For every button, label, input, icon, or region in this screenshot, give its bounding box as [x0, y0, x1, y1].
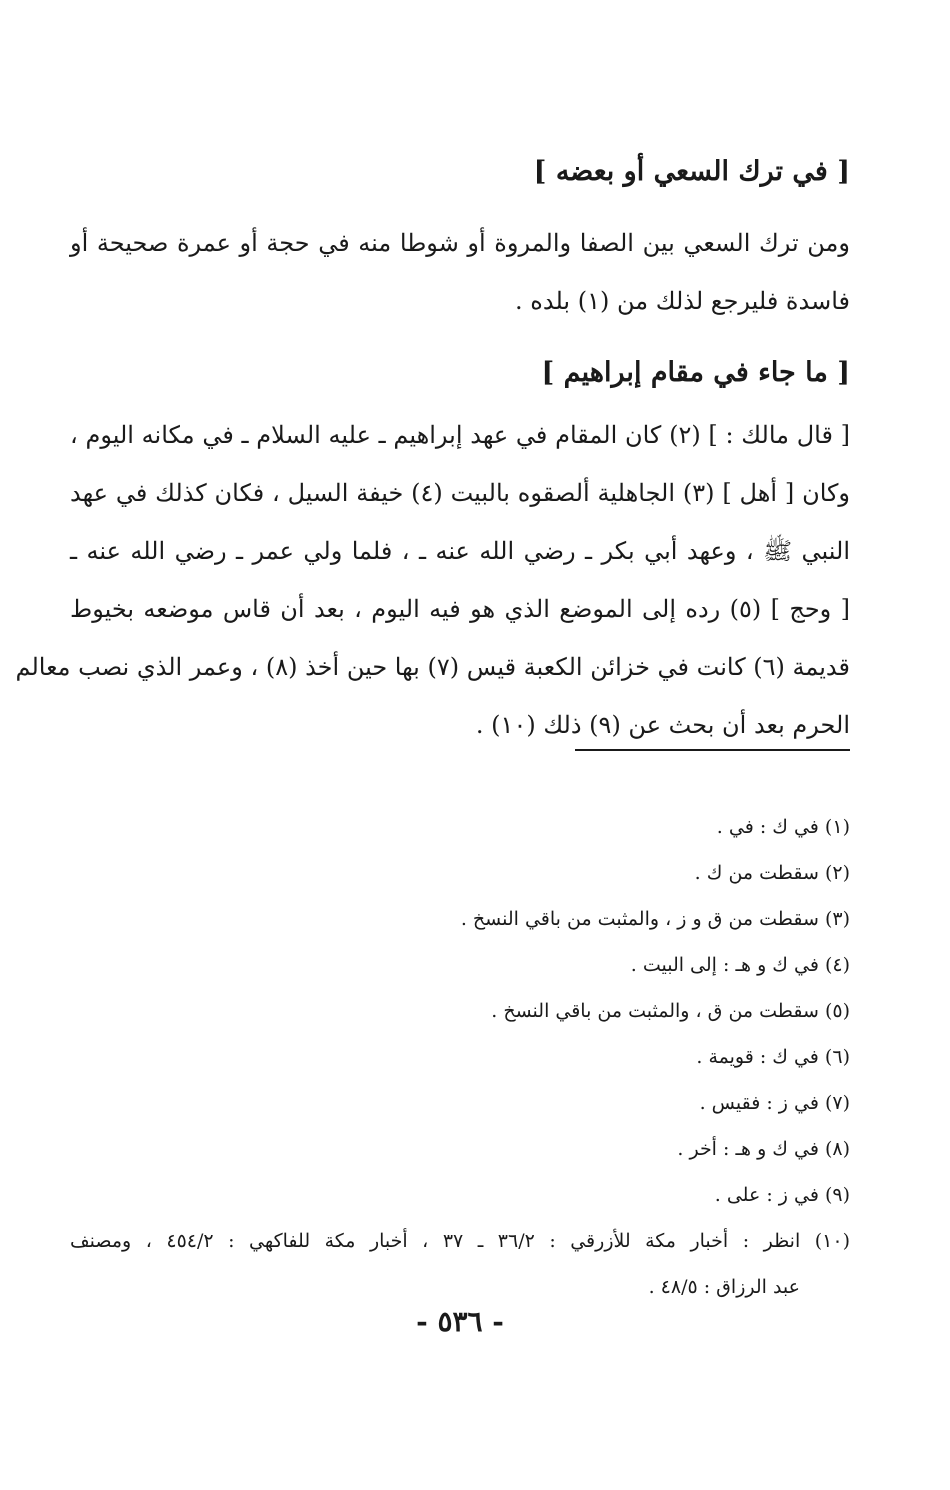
footnote-item: (٦) في ك : قويمة .: [696, 1046, 850, 1068]
footnotes: [70, 804, 850, 1310]
footnote-separator: [575, 749, 850, 751]
paragraph-line: وكان [ أهل ] (٣) الجاهلية ألصقوه بالبيت (٤) خيفة السيل ، فكان كذلك في عهد: [70, 479, 851, 507]
paragraph-line: [ قال مالك : ] (٢) كان المقام في عهد إبراهيم ـ عليه السلام ـ في مكانه اليوم ،: [70, 421, 850, 449]
paragraph-line: الحرم بعد أن بحث عن (٩) ذلك (١٠) .: [475, 711, 850, 739]
footnote-continuation: عبد الرزاق : ٤٨/٥ .: [648, 1276, 800, 1298]
footnote-item: (٢) سقطت من ك .: [694, 862, 850, 884]
paragraph-line: ومن ترك السعي بين الصفا والمروة أو شوطا منه في حجة أو عمرة صحيحة أو: [70, 229, 850, 257]
section-heading-maqam: [ ما جاء في مقام إبراهيم ]: [541, 357, 850, 388]
footnote-item: (١) في ك : في .: [716, 816, 850, 838]
paragraph-line: قديمة (٦) كانت في خزائن الكعبة قيس (٧) بها حين أخذ (٨) ، وعمر الذي نصب معالم: [15, 653, 850, 681]
footnote-item: (٩) في ز : على .: [714, 1184, 850, 1206]
footnote-item: (٥) سقطت من ق ، والمثبت من باقي النسخ .: [491, 1000, 850, 1022]
paragraph-maqam: [15, 406, 851, 754]
paragraph-line: النبي ﷺ ، وعهد أبي بكر ـ رضي الله عنه ـ ، فلما ولي عمر ـ رضي الله عنه ـ: [70, 537, 850, 565]
paragraph-line: فاسدة فليرجع لذلك من (١) بلده .: [515, 287, 850, 315]
footnote-item: (٧) في ز : فقيس .: [699, 1092, 850, 1114]
footnote-item: (٤) في ك و هـ : إلى البيت .: [630, 954, 850, 976]
book-page: [15, 0, 851, 1490]
footnote-item: (٨) في ك و هـ : أخر .: [677, 1138, 850, 1160]
footnote-item: (١٠) انظر : أخبار مكة للأزرقي : ٣٦/٢ ـ ٣٧ ، أخبار مكة للفاكهي : ٤٥٤/٢ ، ومصنف: [70, 1230, 850, 1252]
footnote-item: (٣) سقطت من ق و ز ، والمثبت من باقي النسخ .: [460, 908, 850, 930]
paragraph-line: [ وحج ] (٥) رده إلى الموضع الذي هو فيه اليوم ، بعد أن قاس موضعه بخيوط: [70, 595, 850, 623]
section-heading-sai: [ في ترك السعي أو بعضه ]: [533, 156, 850, 187]
page-number: - ٥٣٦ -: [416, 1305, 504, 1338]
paragraph-sai: [70, 214, 850, 330]
